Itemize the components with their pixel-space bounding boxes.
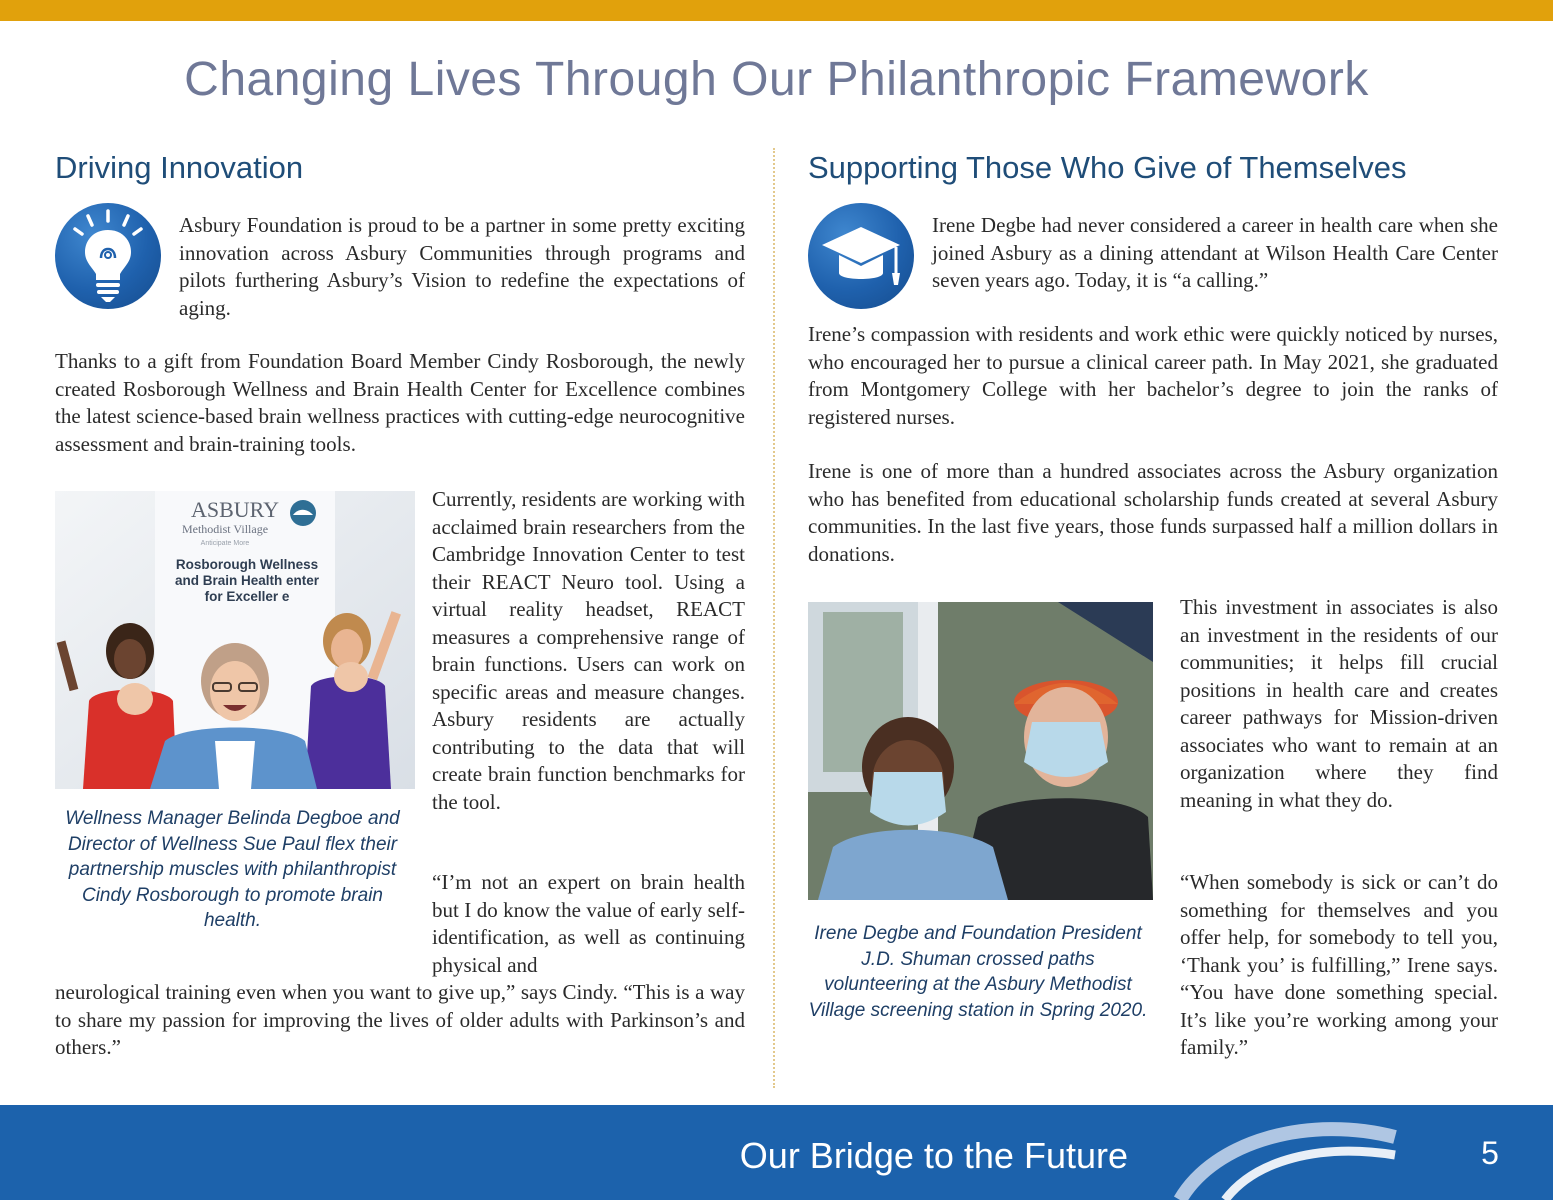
footer-title: Our Bridge to the Future (739, 1135, 1128, 1176)
irene-shuman-photo (808, 602, 1153, 900)
quote-part-2: neurological training even when you want to give up,” says Cindy. “This is a way to share my passion for improving the lives of older adults with Parkinson’s and others.” (55, 980, 745, 1059)
footer-banner (0, 1105, 1553, 1200)
section-heading-supporting: Supporting Those Who Give of Themselves (808, 150, 1407, 185)
investment-paragraph: This investment in associates is also an investment in the residents of our communities; it helps fill crucial positions in health care and creates career pathways for Mission-driven associates who want to remain at an organization where they find meaning in what they do. (1180, 595, 1498, 812)
accent-bar (0, 0, 1553, 21)
react-neuro-paragraph: Currently, residents are working with acclaimed brain researchers from the Cambridge Innovation Center to test their REACT Neuro tool. Using a virtual reality headset, REACT measures a comprehensive range of brain functions. Users can work on specific areas and measure changes. Asbury residents are actually contributing to the data that will create brain function benchmarks for the tool. (432, 487, 745, 814)
sign-subtitle: Methodist Village (181, 522, 269, 536)
graduation-cap-icon (808, 203, 914, 309)
scholarship-paragraph: Irene is one of more than a hundred associates across the Asbury organization who has benefited from educational scholarship funds created at several Asbury communities. In the last five years, those funds surpassed half a million dollars in donations. (808, 459, 1498, 566)
sign-line-3: for Exceller e (204, 589, 290, 604)
column-divider (773, 148, 775, 1088)
wellness-photo (55, 491, 415, 789)
irene-intro-paragraph: Irene Degbe had never considered a career in health care when she joined Asbury as a dining attendant at Wilson Health Care Center seven years ago. Today, it is “a calling.” (932, 213, 1498, 292)
sign-line-1: Rosborough Wellness (175, 557, 319, 572)
quote-part-1: “I’m not an expert on brain health but I do know the value of early self-identification, as well as continuing physical and (432, 870, 745, 977)
page-title: Changing Lives Through Our Philanthropic Framework (184, 53, 1369, 106)
photo-caption-irene: Irene Degbe and Foundation President J.D. Shuman crossed paths volunteering at the Asbury Methodist Village screening station in Spring 2020. (808, 923, 1148, 1021)
sign-tagline: Anticipate More (200, 540, 250, 547)
irene-career-paragraph: Irene’s compassion with residents and work ethic were quickly noticed by nurses, who encouraged her to pursue a clinical career path. In May 2021, she graduated from Montgomery College with her bachelor’s degree to join the ranks of registered nurses. (808, 322, 1498, 429)
driving-innovation-section (55, 148, 745, 1059)
supporting-givers-section (808, 148, 1498, 1059)
sign-line-2: and Brain Health enter (174, 573, 320, 588)
lightbulb-icon (55, 203, 161, 309)
bridge-arc-graphic (1170, 1105, 1400, 1200)
irene-quote: “When somebody is sick or can’t do something for themselves and you offer help, for somebody to tell you, ‘Thank you’ is fulfilling,” Irene says. “You have done something special. It’s like you’re working among your family.” (1180, 870, 1498, 1059)
sign-brand: ASBURY (190, 497, 280, 522)
page-number: 5 (1481, 1135, 1499, 1171)
photo-caption-wellness: Wellness Manager Belinda Degboe and Director of Wellness Sue Paul flex their partnership muscles with philanthropist Cindy Rosborough to promote brain health. (65, 808, 400, 931)
section-heading-driving-innovation: Driving Innovation (55, 150, 304, 185)
intro-paragraph: Asbury Foundation is proud to be a partner in some pretty exciting innovation across Asbury Communities through programs and pilots furthering Asbury’s Vision to redefine the expectations of aging. (179, 213, 745, 320)
gift-paragraph: Thanks to a gift from Foundation Board Member Cindy Rosborough, the newly created Rosborough Wellness and Brain Health Center for Excellence combines the latest science-based brain wellness practices with cutting-edge neurocognitive assessment and brain-training tools. (55, 349, 745, 456)
